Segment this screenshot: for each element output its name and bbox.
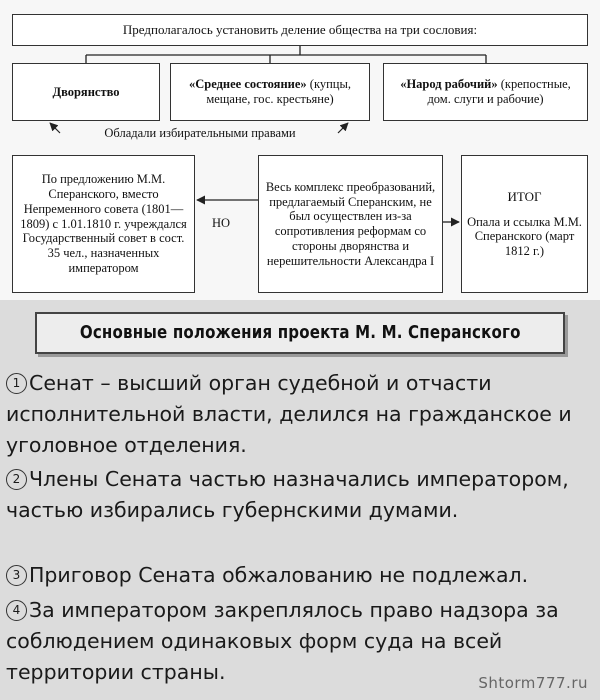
number-4-icon: 4 — [6, 600, 27, 621]
estate-working-box — [383, 63, 588, 121]
list-item — [6, 464, 591, 526]
estate-nobility-box — [12, 63, 160, 121]
list-item — [6, 368, 591, 461]
panel-title: Основные положения проекта М. М. Сперанского — [79, 323, 521, 343]
voting-arrow-left — [50, 123, 60, 133]
estate-working-name: «Народ рабочий» — [400, 77, 498, 92]
result-title: ИТОГ — [507, 189, 542, 205]
result-box — [461, 155, 588, 293]
estate-middle-box — [170, 63, 370, 121]
list-item — [6, 560, 591, 591]
list-item-text: Приговор Сената обжалованию не подлежал. — [29, 563, 529, 587]
watermark: Shtorm777.ru — [478, 674, 588, 692]
state-council-box: По предложению М.М. Сперанского, вместо Непременного совета (1801—1809) с 1.01.1810 г. учреждался Государственный совет в сост. 35 чел., назначенных императором — [12, 155, 195, 293]
project-provisions-panel — [0, 300, 600, 700]
voting-rights-label: Обладали избирательными правами — [104, 126, 296, 140]
estate-working-desc: (крепостные, дом. слуги и рабочие) — [427, 77, 571, 106]
number-3-icon: 3 — [6, 565, 27, 586]
no-label: НО — [212, 216, 231, 230]
top-box: Предполагалось установить деление общества на три сословия: — [12, 14, 588, 46]
number-2-icon: 2 — [6, 469, 27, 490]
list-item-text: Члены Сената частью назначались императором, частью избирались губернскими думами. — [6, 467, 569, 522]
estate-nobility-label: Дворянство — [52, 84, 120, 99]
panel-title-box — [35, 312, 565, 354]
estate-middle-name: «Среднее состояние» — [188, 77, 307, 92]
list-item-text: За императором закреплялось право надзора за соблюдением одинаковых форм суда на всей территории страны. — [6, 598, 559, 684]
voting-arrow-right — [338, 123, 348, 133]
list-item-text: Сенат – высший орган судебной и отчасти исполнительной власти, делился на гражданское и уголовное отделения. — [6, 371, 572, 457]
number-1-icon: 1 — [6, 373, 27, 394]
estates-diagram — [0, 0, 600, 300]
result-text: Опала и ссылка М.М. Сперанского (март 1812 г.) — [467, 214, 582, 259]
estate-middle-desc: (купцы, мещане, гос. крестьяне) — [206, 77, 351, 106]
reforms-failed-box: Весь комплекс преобразований, предлагаемый Сперанским, не был осуществлен из-за сопротивления реформам со стороны дворянства и нерешительности Александра I — [258, 155, 443, 293]
